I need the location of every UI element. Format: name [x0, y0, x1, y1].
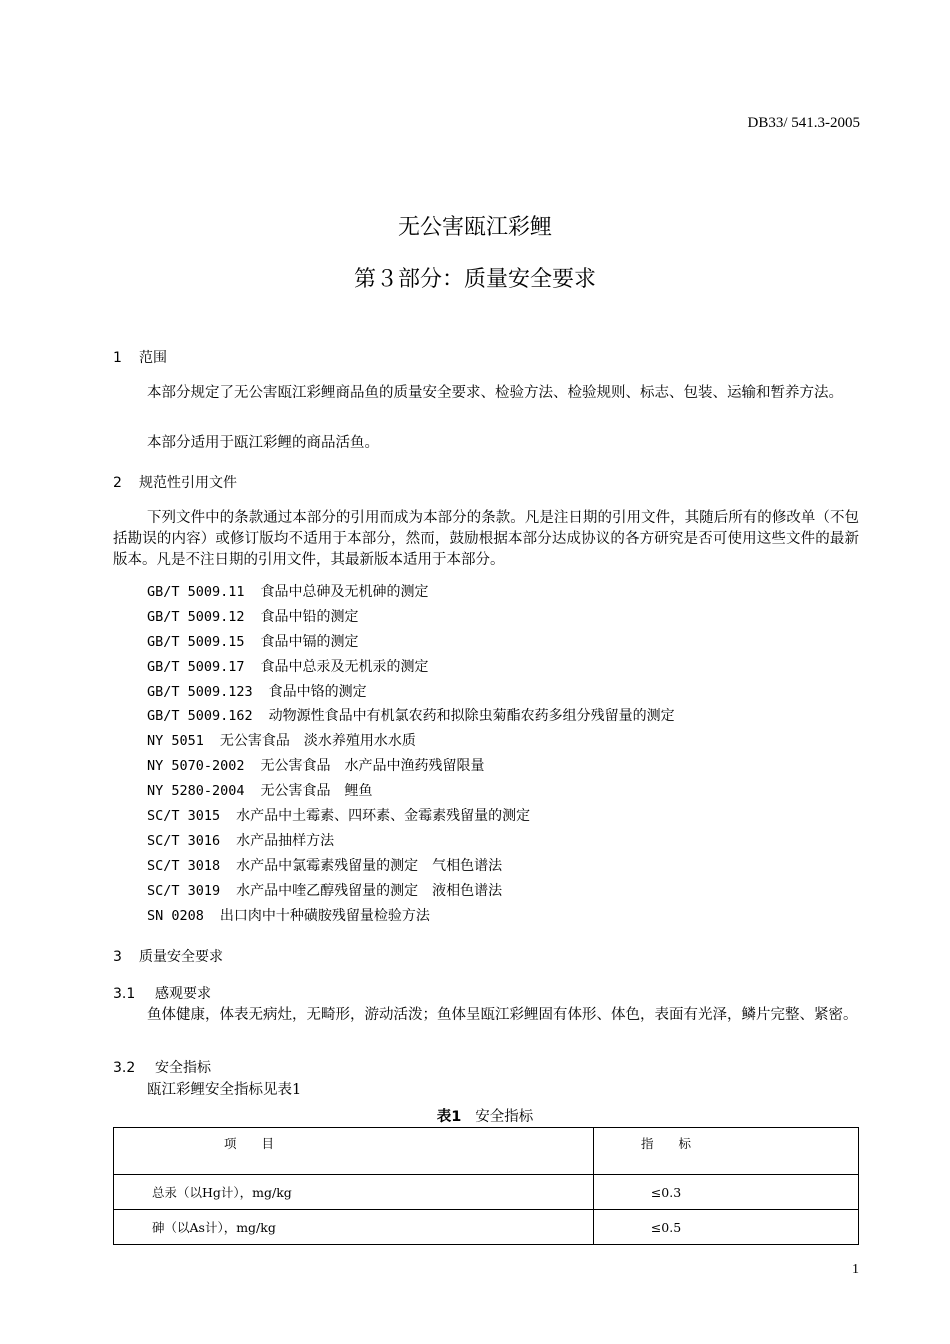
- reference-item: GB/T 5009.162 动物源性食品中有机氯农药和拟除虫菊酯农药多组分残留量的测定: [147, 708, 675, 725]
- reference-list: [147, 580, 675, 928]
- subsection-heading-sensory: 3.1 感观要求: [113, 986, 211, 1002]
- scope-paragraph-2: 本部分适用于瓯江彩鲤的商品活鱼。: [147, 435, 379, 451]
- document-subtitle: 第３部分：质量安全要求: [353, 267, 596, 292]
- reference-item: GB/T 5009.12 食品中铅的测定: [147, 608, 359, 625]
- reference-item: GB/T 5009.11 食品中总砷及无机砷的测定: [147, 584, 429, 600]
- section-heading-quality-safety: 3 质量安全要求: [113, 949, 223, 965]
- table-header-item: 项 目: [114, 1128, 594, 1175]
- safety-indicators-table: [113, 1127, 859, 1245]
- reference-item: SN 0208 出口肉中十种磺胺残留量检验方法: [147, 907, 430, 924]
- table-row: [114, 1210, 859, 1245]
- scope-paragraph-1: 本部分规定了无公害瓯江彩鲤商品鱼的质量安全要求、检验方法、检验规则、标志、包装、运输和暂养方法。: [147, 385, 843, 401]
- section-heading-scope: 1 范围: [113, 350, 167, 366]
- reference-item: NY 5051 无公害食品 淡水养殖用水水质: [147, 733, 416, 750]
- table-cell: 总汞（以Hg计），mg/kg: [114, 1175, 594, 1210]
- subsection-heading-safety-indicators: 3.2 安全指标: [113, 1060, 211, 1076]
- document-title: 无公害瓯江彩鲤: [397, 215, 552, 240]
- table-row: [114, 1175, 859, 1210]
- table-header-indicator: 指 标: [594, 1128, 859, 1175]
- reference-item: SC/T 3019 水产品中喹乙醇残留量的测定 液相色谱法: [147, 882, 503, 899]
- reference-item: SC/T 3016 水产品抽样方法: [147, 832, 335, 849]
- table-cell: ≤0.3: [594, 1175, 859, 1210]
- standard-code: DB33/ 541.3-2005: [747, 115, 860, 131]
- references-intro-paragraph: 下列文件中的条款通过本部分的引用而成为本部分的条款。凡是注日期的引用文件，其随后所有的修改单（不包括勘误的内容）或修订版均不适用于本部分，然而，鼓励根据本部分达成协议的各方研究是否可使用这些文件的最新版本。凡是不注日期的引用文件，其最新版本适用于本部分。: [113, 510, 859, 568]
- reference-item: SC/T 3018 水产品中氯霉素残留量的测定 气相色谱法: [147, 857, 503, 874]
- section-heading-normative-references: 2 规范性引用文件: [113, 475, 237, 491]
- sensory-paragraph: 鱼体健康，体表无病灶，无畸形，游动活泼；鱼体呈瓯江彩鲤固有体形、体色，表面有光泽，鳞片完整、紧密。: [147, 1007, 858, 1023]
- reference-item: GB/T 5009.123 食品中铬的测定: [147, 683, 367, 700]
- reference-item: GB/T 5009.17 食品中总汞及无机汞的测定: [147, 658, 429, 675]
- safety-indicators-paragraph: 瓯江彩鲤安全指标见表1: [147, 1082, 302, 1098]
- reference-item: SC/T 3015 水产品中土霉素、四环素、金霉素残留量的测定: [147, 808, 531, 825]
- table-caption: 表1 安全指标: [436, 1109, 534, 1125]
- table-cell: 砷（以As计），mg/kg: [114, 1210, 594, 1245]
- page-number: 1: [852, 1262, 859, 1277]
- reference-item: GB/T 5009.15 食品中镉的测定: [147, 633, 359, 650]
- reference-item: NY 5070-2002 无公害食品 水产品中渔药残留限量: [147, 758, 485, 775]
- table-cell: ≤0.5: [594, 1210, 859, 1245]
- table-header-row: [114, 1128, 859, 1175]
- reference-item: NY 5280-2004 无公害食品 鲤鱼: [147, 783, 373, 800]
